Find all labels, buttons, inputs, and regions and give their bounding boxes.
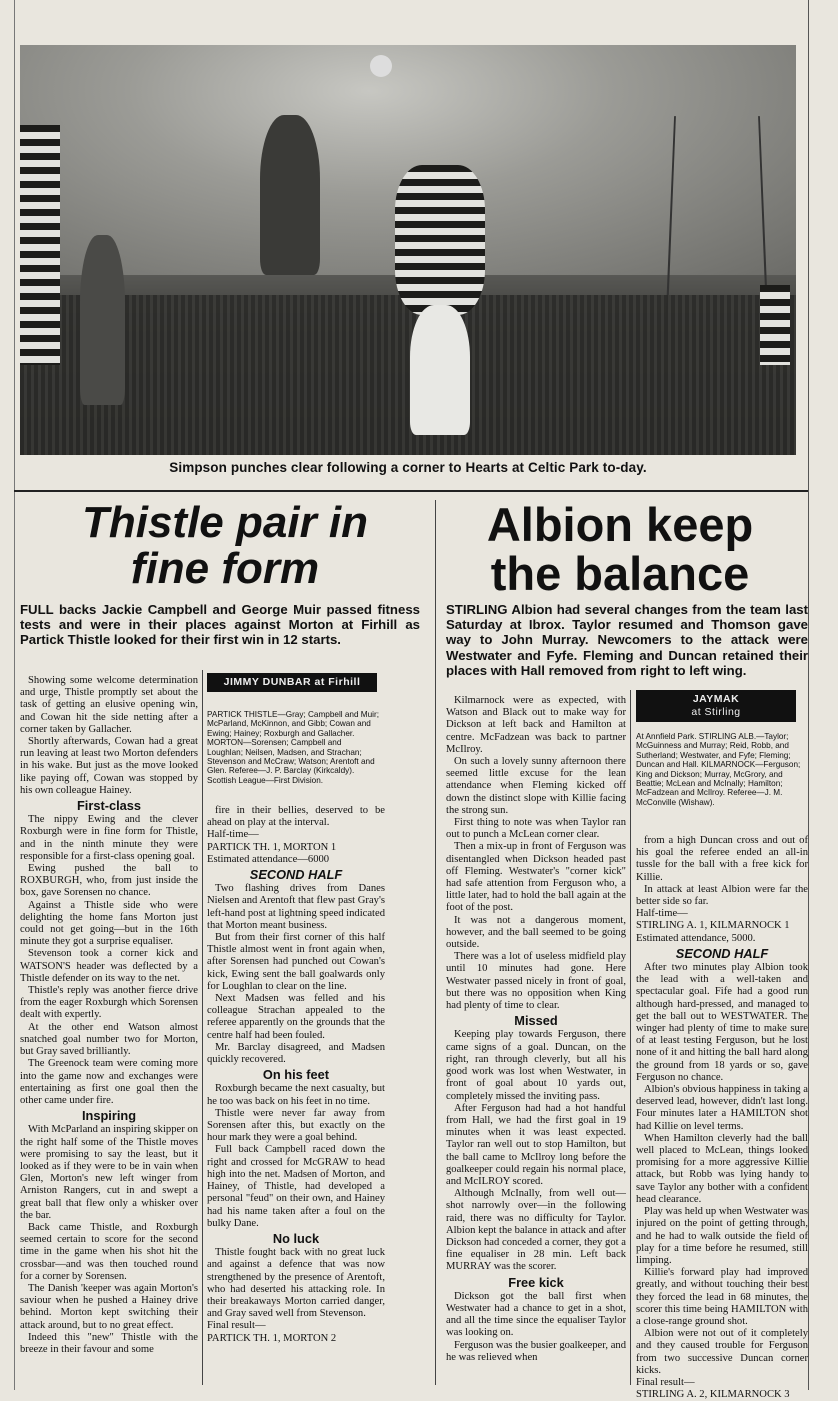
thistle-subhead-second-half: SECOND HALF — [249, 867, 343, 883]
thistle-subhead-on-his-feet: On his feet — [262, 1067, 330, 1083]
albion-halftime-score: STIRLING A. 1, KILMARNOCK 1 — [636, 920, 790, 932]
paragraph: In attack at least Albion were far the better side so far. — [636, 883, 808, 908]
paragraph: Thistle's reply was another fierce drive from the eager Roxburgh which Sorensen dealt with expertly. — [20, 985, 198, 1021]
paragraph: Play was held up when Westwater was injured on the point of getting through, and he had to walk outside the field of play for a time before he resumed, still limping. — [636, 1206, 808, 1266]
albion-intro: STIRLING Albion had several changes from the team last Saturday at Ibrox. Taylor resumed and Thomson gave way to John Murray. Newcomers to the attack were Westwater and Fyfe. Fleming and Duncan retained their places with Hall removed from right to left wing. — [446, 602, 808, 678]
thistle-byline-box — [207, 673, 377, 692]
paragraph: Albion's obvious happiness in taking a deserved lead, however, didn't last long. Four minutes later a HAMILTON shot had Killie on level terms. — [636, 1084, 808, 1132]
paragraph: Shortly afterwards, Cowan had a great run leaving at least two Morton defenders in his wake. But just as the move looked like paying off, Cowan was stopped by his own colleague Hainey. — [20, 736, 198, 796]
albion-team-lineups — [636, 732, 808, 807]
albion-halftime-label: Half-time— — [636, 908, 688, 920]
photo-ball — [370, 55, 392, 77]
story-divider — [435, 500, 436, 1385]
paragraph: After two minutes play Albion took the lead with a well-taken and spectacular goal. Fife had a good run although hard-pressed, and managed to get the ball out to WESTWATER. The winger had plenty of time to make sure of at least testing Ferguson, but he lost none of it and hitting the ball hard along the ground from 18 yards or so, gave Ferguson no chance. — [636, 962, 808, 1083]
thistle-halftime-label: Half-time— — [207, 829, 259, 841]
paragraph: First thing to note was when Taylor ran out to punch a McLean corner clear. — [446, 817, 626, 841]
photo-player-hoops — [395, 165, 485, 315]
paragraph: On such a lovely sunny afternoon there seemed little excuse for the lean attendance when Fleming kicked off down the distinct slope with Killie facing the strong sun. — [446, 756, 626, 816]
photo-caption: Simpson punches clear following a corner to Hearts at Celtic Park to-day. — [169, 460, 647, 475]
paragraph: Ferguson was the busier goalkeeper, and he was relieved when — [446, 1339, 626, 1363]
paragraph: Back came Thistle, and Roxburgh seemed certain to score for the second time in the game when his shot hit the crossbar—and was then touched round for a corner by Sorensen. — [20, 1221, 198, 1282]
paragraph: Then a mix-up in front of Ferguson was disentangled when Dickson headed past off Fleming. Westwater's "corner kick" had safe attention from Ferguson who, a little later, had to hold the ball again at the foot of the post. — [446, 841, 626, 914]
paragraph: At the other end Watson almost snatched goal number two for Morton, but Gray saved brilliantly. — [20, 1021, 198, 1058]
team-lineups-text: PARTICK THISTLE—Gray; Campbell and Muir; McParland, McKinnon, and Gibb; Cowan and Ewing; Hainey; Roxburgh and Gallacher. MORTON—Sorensen; Campbell and Loughlan; Neilsen, Madsen, and Strachan; Stevenson and McCraw; Watson; Arentoft and Glen. Referee—J. P. Barclay (Kirkcaldy). Scottish League—First Division. — [207, 710, 379, 785]
paragraph: Roxburgh became the next casualty, but he too was back on his feet in no time. — [207, 1083, 385, 1107]
paragraph: Dickson got the ball first when Westwater had a chance to get in a shot, and all the time since the equaliser Taylor was looking on. — [446, 1290, 626, 1339]
albion-final-label: Final result— — [636, 1376, 695, 1388]
paragraph: from a high Duncan cross and out of his goal the referee ended an all-in tussle for the ball with a free kick for Killie. — [636, 835, 808, 883]
paragraph: Thistle were never far away from Sorensen after this, but exactly on the hour mark they were a goal behind. — [207, 1107, 385, 1144]
paragraph: Keeping play towards Ferguson, there came signs of a goal. Duncan, on the right, ran through cleverly, but all his good work was lost when Westwater, in front of goal about 10 yards out, completely missed the inviting pass. — [446, 1029, 626, 1102]
paragraph: After Ferguson had had a hot handful from Hall, we had the first goal in 19 minutes when it was least expected. Taylor ran well out to stop Hamilton, but the ball came to McIlroy long before the goalkeeper could regain his normal place, and McILROY scored. — [446, 1102, 626, 1187]
paragraph: Ewing pushed the ball to ROXBURGH, who, from just inside the box, gave Sorensen no chance. — [20, 863, 198, 899]
caption-rule — [14, 490, 808, 492]
paragraph: Next Madsen was felled and his colleague Strachan appealed to the referee apparently on the grounds that the centre half had been fouled. — [207, 993, 385, 1041]
albion-subhead-free-kick: Free kick — [508, 1274, 564, 1290]
paragraph: Killie's forward play had improved greatly, and without touching their best they forced the lead in 68 minutes, the scorer this time being HAMILTON with a close-range ground shot. — [636, 1267, 808, 1327]
albion-final-score: STIRLING A. 2, KILMARNOCK 3 — [636, 1389, 790, 1401]
paragraph: With McParland an inspiring skipper on the right half some of the Thistle moves were promising to say the least, but it looked as if they were to be in vain when Glen, Morton's new left winger from Arniston Rangers, cut in and swept a great ball that flew only a whisker over the bar. — [20, 1124, 198, 1221]
paragraph: Albion were not out of it completely and they caused trouble for Ferguson from two successive Duncan corner kicks. — [636, 1328, 808, 1376]
albion-attendance: Estimated attendance, 5000. — [636, 932, 756, 944]
thistle-subhead-no-luck: No luck — [272, 1230, 320, 1246]
paragraph: The Danish 'keeper was again Morton's saviour when he pushed a Hainey drive behind. Morton kept switching their attack around, but to no great effect. — [20, 1282, 198, 1331]
paragraph: When Hamilton cleverly had the ball well placed to McLean, things looked promising for a more aggressive Killie attack, but Robb was lying handy to save Taylor any bother with a confident head clearance. — [636, 1132, 808, 1205]
paragraph: It was not a dangerous moment, however, and the ball seemed to be going outside. — [446, 914, 626, 951]
thistle-halftime-score: PARTICK TH. 1, MORTON 1 — [207, 841, 337, 853]
albion-column-divider — [630, 690, 631, 1385]
paragraph: Indeed this "new" Thistle with the breeze in their favour and some — [20, 1331, 198, 1355]
thistle-subhead-inspiring: Inspiring — [81, 1108, 137, 1124]
left-page-edge — [0, 0, 15, 1390]
photo-player-white — [410, 305, 470, 435]
albion-byline-box — [636, 690, 796, 722]
thistle-final-label: Final result— — [207, 1320, 266, 1332]
paragraph: Showing some welcome determination and urge, Thistle promptly set about the task of getting an elusive opening win, and Cowan hit the side netting after a corner taken by Gallacher. — [20, 675, 198, 735]
photo-player-far — [760, 285, 790, 365]
albion-subhead-second-half: SECOND HALF — [675, 945, 769, 961]
paragraph: The nippy Ewing and the clever Roxburgh were in fine form for Thistle, and in the ninth minute they were responsible for a first-class opening goal. — [20, 814, 198, 862]
right-page-edge — [808, 0, 838, 1390]
thistle-subhead-first-class: First-class — [76, 798, 142, 814]
albion-column-2 — [636, 835, 808, 1401]
thistle-column-divider — [202, 670, 203, 1385]
thistle-team-lineups — [207, 710, 379, 785]
albion-byline — [636, 690, 796, 722]
albion-byline-name: JAYMAK — [692, 693, 740, 705]
thistle-col1-para-group-a — [20, 675, 198, 797]
paragraph: Mr. Barclay disagreed, and Madsen quickly recovered. — [207, 1041, 385, 1066]
thistle-attendance: Estimated attendance—6000 — [207, 853, 330, 865]
thistle-column-2 — [207, 805, 385, 1345]
paragraph: Kilmarnock were as expected, with Watson and Black out to make way for Dickson at left back and Hamilton at centre. McFadzean was back to partner McIlroy. — [446, 695, 626, 755]
albion-byline-place: at Stirling — [691, 706, 741, 718]
paragraph: Full back Campbell raced down the right and crossed for McGRAW to head high into the net. Madsen of Morton, and Hainey, of Thistle, had developed a personal "feud" on their own, and Hainey had his name taken after a foul on the bulky Dane. — [207, 1144, 385, 1229]
albion-subhead-missed: Missed — [514, 1013, 558, 1029]
albion-headline — [440, 500, 800, 598]
thistle-final-score: PARTICK TH. 1, MORTON 2 — [207, 1332, 337, 1344]
thistle-byline: JIMMY DUNBAR at Firhill — [207, 673, 377, 692]
albion-column-1 — [446, 695, 626, 1364]
paragraph: fire in their bellies, deserved to be ahead on play at the interval. — [207, 805, 385, 829]
thistle-headline-line1: Thistle pair in — [81, 498, 369, 547]
photo-player-edge — [20, 125, 60, 365]
thistle-headline-line2: fine form — [130, 544, 320, 593]
thistle-intro: FULL backs Jackie Campbell and George Muir passed fitness tests and were in their places against Morton at Firhill as Partick Thistle looked for their first win in 12 starts. — [20, 602, 420, 648]
albion-headline-line1: Albion keep — [486, 498, 754, 551]
team-lineups-text: At Annfield Park. STIRLING ALB.—Taylor; McGuinness and Murray; Reid, Robb, and Sutherland; Westwater, and Fyfe; Fleming; Duncan and Hall. KILMARNOCK—Ferguson; King and Dickson; Murray, McGrory, and Beattie; McLean and McInally; Hamilton; McFadzean and McIlroy. Referee—J. M. McConville (Wishaw). — [636, 732, 801, 807]
photo-player-left — [80, 235, 125, 405]
paragraph: Thistle fought back with no great luck and against a defence that was now strengthened by the presence of Arentoft, who had deserted his attacking role. In their breakaways Morton carried danger, and Gray saved well from Stevenson. — [207, 1247, 385, 1320]
match-photo — [20, 45, 796, 455]
photo-crowd — [20, 295, 796, 455]
thistle-headline — [20, 500, 430, 592]
paragraph: But from their first corner of this half Thistle almost went in front again when, after Sorensen had punched out Cowan's kick, Ewing sent the ball goalwards only for Loughlan to clear on the line. — [207, 932, 385, 992]
photo-goalkeeper — [260, 115, 320, 275]
paragraph: Two flashing drives from Danes Nielsen and Arentoft that flew past Gray's left-hand post at lightning speed indicated that Morton meant business. — [207, 883, 385, 931]
paragraph: Against a Thistle side who were delighting the home fans Morton just could not get going—but in the 16th minute they got a surprise equaliser. — [20, 899, 198, 948]
paragraph: Stevenson took a corner kick and WATSON'S header was deflected by a Thistle defender on its way to the net. — [20, 948, 198, 984]
albion-headline-line2: the balance — [490, 547, 750, 600]
thistle-column-1 — [20, 675, 198, 1356]
paragraph: Although McInally, from well out—shot narrowly over—in the following raid, there was no difficulty for Taylor. Albion kept the balance in attack and after Dickson had conceded a corner, they got a fine equaliser in 28 min. Left back MURRAY was the scorer. — [446, 1188, 626, 1273]
paragraph: There was a lot of useless midfield play until 10 minutes had gone. Here Westwater passed nicely in front of goal, but there was no opposition when King had plenty of time to clear. — [446, 951, 626, 1012]
paragraph: The Greenock team were coming more into the game now and exchanges were entertaining as first one goal then the other came under fire. — [20, 1058, 198, 1106]
